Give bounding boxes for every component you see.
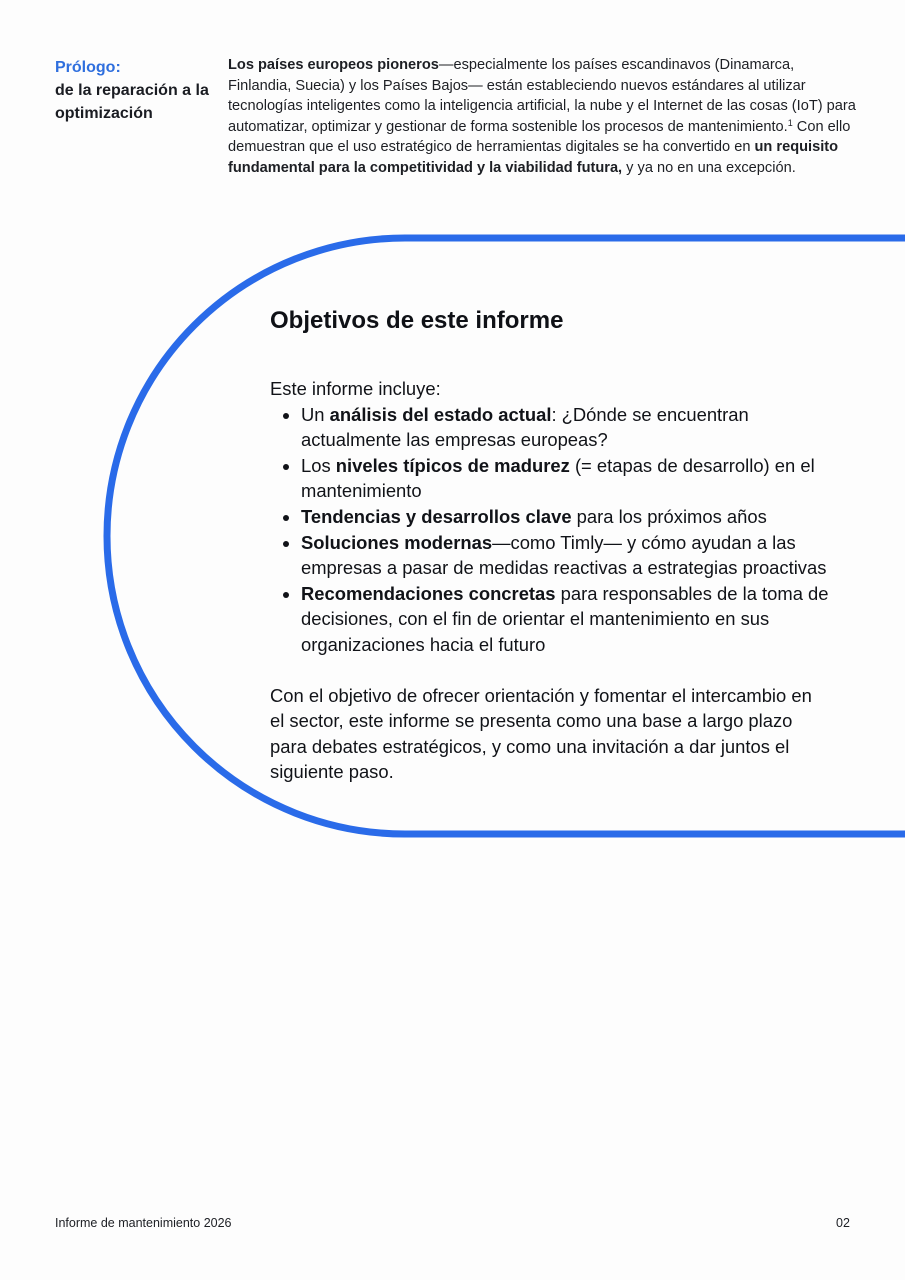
objectives-list [270,402,840,658]
bullet-icon [283,541,289,547]
list-item: Los niveles típicos de madurez (= etapas de desarrollo) en el mantenimiento [270,453,840,504]
footnote-marker[interactable]: 1 [787,117,793,128]
intro-text-2: Con ello demuestran que el uso estratégico de herramientas digitales se ha convertido en [228,118,851,156]
bullet-icon [283,592,289,598]
section-label: Prólogo: [55,59,121,76]
list-item: Tendencias y desarrollos clave para los próximos años [270,504,840,530]
objectives-lead: Este informe incluye: [270,378,441,399]
intro-emphasis: un requisito fundamental para la competitividad y la viabilidad futura, [228,139,839,176]
intro-lead-bold: Los países europeos pioneros [228,57,439,73]
list-item: Recomendaciones concretas para responsables de la toma de decisiones, con el fin de orientar el mantenimiento en sus organizaciones hacia el futuro [270,581,840,658]
list-item: Un análisis del estado actual: ¿Dónde se encuentran actualmente las empresas europeas? [270,402,840,453]
bullet-icon [283,413,289,419]
section-subtitle: de la reparación a la optimización [55,82,209,122]
page-number: 02 [836,1216,850,1230]
bullet-icon [283,515,289,521]
footer-document-title: Informe de mantenimiento 2026 [55,1216,232,1230]
intro-paragraph [228,55,858,179]
intro-text-3: y ya no en una excepción. [622,159,796,176]
list-item: Soluciones modernas—como Timly— y cómo ayudan a las empresas a pasar de medidas reactivas a estrategias proactivas [270,530,840,581]
intro-text-1: —especialmente los países escandinavos (Dinamarca, Finlandia, Suecia) y los Países Bajos— están estableciendo nuevos estándares al utilizar tecnologías inteligentes como la inteligencia artificial, la nube y el Internet de las cosas (IoT) para automatizar, optimizar y gestionar de forma sostenible los procesos de mantenimiento. [228,57,856,135]
bullet-icon [283,464,289,470]
section-heading [55,56,215,125]
closing-paragraph: Con el objetivo de ofrecer orientación y fomentar el intercambio en el sector, este informe se presenta como una base a largo plazo para debates estratégicos, y como una invitación a dar juntos el siguiente paso. [270,684,812,783]
objectives-box [270,300,840,785]
objectives-title: Objetivos de este informe [270,307,564,334]
